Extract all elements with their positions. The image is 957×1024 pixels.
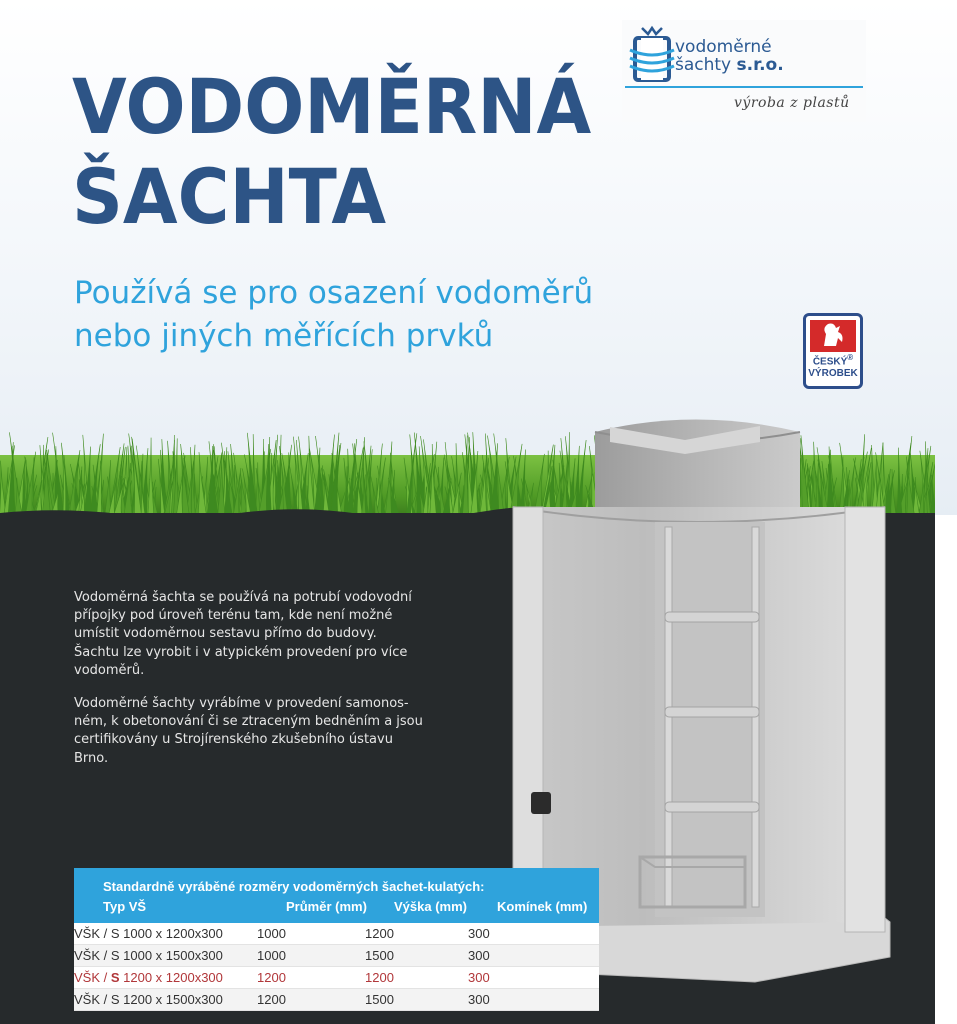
description-paragraph-1 — [74, 589, 444, 680]
table-row — [74, 989, 599, 1011]
cell-height: 1500 — [365, 992, 394, 1007]
cell-chimney: 300 — [468, 992, 490, 1007]
badge-line-1: ČESKÝ — [812, 356, 848, 368]
cell-diameter: 1200 — [257, 992, 286, 1007]
table-header-row — [103, 898, 599, 916]
text-line: vodoměrů. — [74, 662, 145, 678]
registered-mark: ® — [847, 353, 854, 362]
page-title — [72, 62, 591, 242]
cell-type: VŠK / S 1000 x 1200x300 — [74, 926, 223, 941]
subtitle-line-1: Používá se pro osazení vodoměrů — [74, 275, 594, 311]
cell-type — [74, 967, 223, 989]
title-line-1: VODOMĚRNÁ — [72, 62, 592, 151]
table-caption: Standardně vyráběné rozměry vodoměrných šachet-kulatých: — [103, 879, 485, 894]
badge-line-2: VÝROBEK — [808, 368, 858, 380]
badge-label — [803, 352, 863, 380]
right-margin — [935, 515, 957, 1024]
table-row — [74, 923, 599, 945]
text-line: Brno. — [74, 750, 109, 766]
dimensions-table — [74, 868, 599, 1011]
title-line-2: ŠACHTA — [72, 152, 387, 241]
table-row-highlighted — [74, 967, 599, 989]
column-header-height: Výška (mm) — [394, 899, 467, 914]
cell-chimney: 300 — [468, 948, 490, 963]
cell-diameter: 1000 — [257, 948, 286, 963]
cell-height: 1500 — [365, 948, 394, 963]
cell-type-bold: S — [110, 970, 120, 985]
table-row — [74, 945, 599, 967]
company-name-line-1: vodoměrné — [675, 37, 772, 57]
text-line: přípojky pod úroveň terénu tam, kde není možné — [74, 608, 393, 624]
column-header-diameter: Průměr (mm) — [286, 899, 367, 914]
column-header-chimney: Komínek (mm) — [497, 899, 588, 914]
cell-height: 1200 — [365, 970, 394, 985]
subtitle-line-2: nebo jiných měřících prvků — [74, 318, 494, 354]
cell-height: 1200 — [365, 926, 394, 941]
company-name — [675, 38, 784, 74]
page-subtitle — [74, 272, 754, 358]
cell-type-rest: 1200 x 1200x300 — [119, 970, 223, 985]
text-line: ném, k obetonování či se ztraceným bedněním a jsou — [74, 714, 423, 730]
company-suffix: s.r.o. — [736, 55, 784, 75]
text-line: certifikovány u Strojírenského zkušebního ústavu — [74, 732, 393, 748]
text-line: Šachtu lze vyrobit i v atypickém provedení pro více — [74, 644, 408, 660]
lion-icon — [806, 316, 860, 356]
table-header — [74, 868, 599, 923]
company-tagline: výroba z plastů — [734, 95, 850, 111]
text-line: Vodoměrné šachty vyrábíme v provedení samonos- — [74, 696, 409, 711]
logo-underline — [625, 86, 863, 88]
cell-diameter: 1000 — [257, 926, 286, 941]
text-line: umístit vodoměrnou sestavu přímo do budovy. — [74, 626, 377, 642]
description-paragraph-2 — [74, 695, 444, 768]
cell-chimney: 300 — [468, 926, 490, 941]
cell-diameter: 1200 — [257, 970, 286, 985]
cell-type-prefix: VŠK / — [74, 970, 111, 985]
company-name-line-2: šachty — [675, 55, 732, 75]
cell-type: VŠK / S 1000 x 1500x300 — [74, 948, 223, 963]
cell-type: VŠK / S 1200 x 1500x300 — [74, 992, 223, 1007]
column-header-type: Typ VŠ — [103, 899, 147, 914]
cell-chimney: 300 — [468, 970, 490, 985]
text-line: Vodoměrná šachta se používá na potrubí vodovodní — [74, 590, 412, 605]
